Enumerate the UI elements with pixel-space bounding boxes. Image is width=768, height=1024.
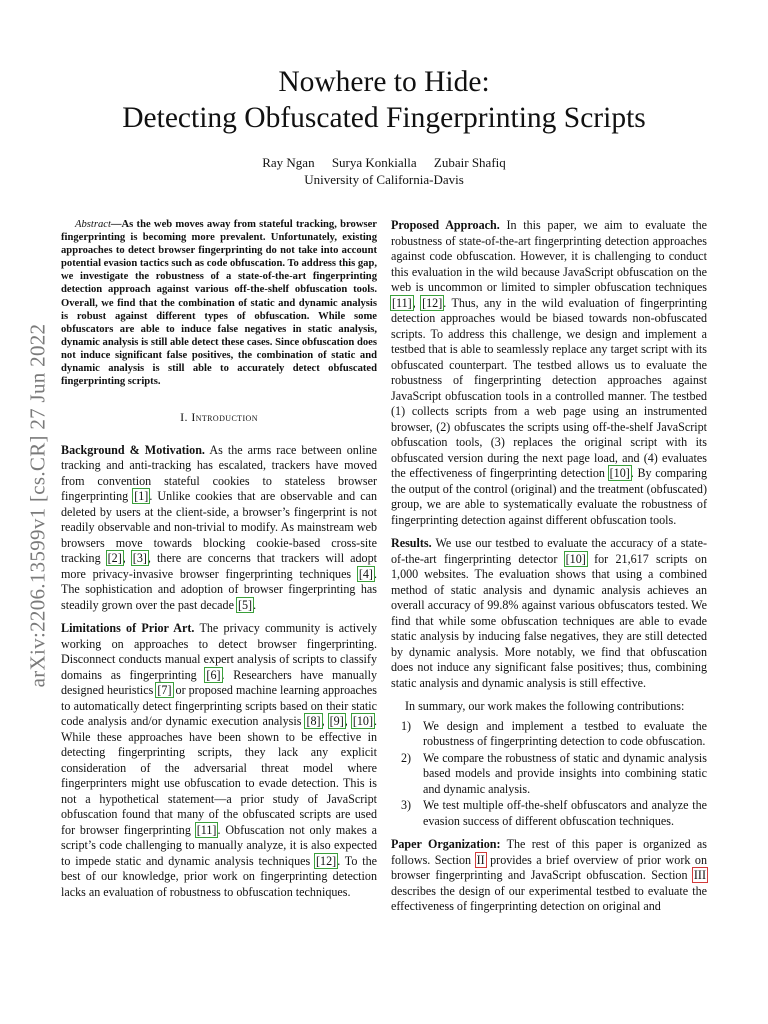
citation-link[interactable]: [10] (609, 466, 630, 480)
paragraph-limitations (61, 621, 377, 900)
paragraph-text: We use our testbed to evaluate the accuracy of a state-of-the-art fingerprinting detector (391, 536, 707, 566)
paragraph-text: The rest of this paper is organized as follows. Section (391, 837, 707, 867)
section-link[interactable]: II (476, 852, 485, 867)
list-item (391, 798, 707, 829)
left-column (61, 218, 377, 908)
list-item (391, 751, 707, 798)
paragraph-text: . Unlike cookies that are observable and can deleted by users at the client-side, a browser’s fingerprint is not readily observable and non-trivial to modify. As mainstream web browsers move towards blocking cookie-based cross-site tracking (61, 489, 377, 566)
paragraph-text: In this paper, we aim to evaluate the robustness of state-of-the-art fingerprinting detection approaches against code obfuscation. However, it is challenging to conduct this evaluation in the wild because JavaScript obfuscation on the web is uncommon or limited to simpler obfuscation techniques (391, 218, 708, 294)
list-item-text: We test multiple off-the-shelf obfuscators and analyze the evasion success of different obfuscation techniques. (423, 798, 707, 828)
paragraph-heading: Results. (391, 536, 432, 550)
list-item-number: 2) (401, 750, 412, 765)
paragraph-heading: Limitations of Prior Art. (61, 621, 195, 636)
list-item (391, 719, 707, 750)
paragraph-heading: Proposed Approach. (391, 218, 500, 232)
abstract-text: —As the web moves away from stateful tracking, browser fingerprinting is becoming more prevalent. Unfortunately, existing approaches to detect browser fingerprinting do not take into account potential evasion tactics such as code obfuscation. To address this gap, we investigate the robustness of a state-of-the-art fingerprinting detection approach against various off-the-shelf obfuscation tools. Overall, we find that the combination of static and dynamic analysis is robust against different types of obfuscation. While some obfuscators are able to induce false negatives in static analysis, dynamic analysis is still able detect these cases. Since obfuscation does not induce significant false positives, the combination of static and dynamic analysis is still able to accurately detect obfuscated fingerprinting scripts. (61, 219, 377, 388)
paragraph-text: , (122, 551, 132, 566)
author-names (0, 154, 768, 171)
abstract (61, 218, 377, 388)
paragraph-organization (391, 837, 707, 915)
section-title: Introduction (191, 410, 258, 425)
list-item-text: We compare the robustness of static and dynamic analysis based models and provide insights into combining static and dynamic analysis. (423, 750, 707, 796)
abstract-label: Abstract (75, 219, 111, 230)
list-item-number: 1) (401, 718, 412, 733)
paragraph-text: . While these approaches have been shown to be effective in detecting fingerprinting scripts, they lack any explicit consideration of the adversarial threat model where fingerprinters might use obfuscation to evade detection. This is not a hypothetical statement—a prior study of JavaScript obfuscation found that many of the obfuscated scripts are used for browser fingerprinting (61, 714, 378, 837)
summary-intro: In summary, our work makes the following contributions: (405, 699, 685, 713)
right-column (391, 218, 707, 923)
citation-link[interactable]: [12] (422, 295, 443, 310)
paper-title-line-2: Detecting Obfuscated Fingerprinting Scripts (122, 102, 646, 134)
paragraph-text: or proposed machine learning approaches to automatically detect fingerprinting scripts based on their static code analysis and/or dynamic execution analysis (61, 683, 378, 729)
paragraph-text: . To the best of our knowledge, prior work on fingerprinting detection lacks an evaluation of robustness to obfuscation techniques. (61, 853, 377, 899)
paragraph-text: provides a brief overview of prior work on browser fingerprinting and JavaScript obfuscation. Section (391, 852, 707, 882)
paragraph-text: describes the design of our experimental testbed to evaluate the effectiveness of fingerprinting detection on original and (391, 883, 707, 913)
citation-link[interactable]: [4] (358, 566, 373, 581)
author-name: Surya Konkialla (331, 155, 417, 170)
author-name: Zubair Shafiq (433, 155, 506, 170)
paragraph-text: . Thus, any in the wild evaluation of fingerprinting detection approaches would be biased towards non-obfuscated scripts. To address this challenge, we design and implement a testbed that is able to seamlessly replace any target script with its obfuscated counterpart. The testbed allows us to evaluate the robustness of fingerprinting detection approaches against JavaScript obfuscation tools in a controlled manner. The testbed (1) collects scripts from a web page using an instrumented browser, (2) obfuscates the scripts using off-the-shelf JavaScript obfuscation tools, (3) replaces the original script with its obfuscated version during the next page load, and (4) evaluates the effectiveness of fingerprinting detection (391, 295, 708, 480)
paragraph-background (61, 443, 377, 614)
citation-link[interactable]: [8] (306, 714, 321, 729)
author-affiliation: University of California-Davis (304, 172, 464, 187)
paragraph-results (391, 536, 707, 691)
citation-link[interactable]: [12] (316, 853, 337, 868)
paragraph-text: , (344, 714, 352, 729)
paragraph-text: . Obfuscation not only makes a script’s code challenging to manually analyze, it is also expected to impede static and dynamic analysis techniques (61, 822, 377, 868)
citation-link[interactable]: [10] (565, 551, 586, 566)
list-item-text: We design and implement a testbed to evaluate the robustness of fingerprinting detection to code obfuscation. (423, 718, 707, 748)
citation-link[interactable]: [7] (157, 683, 172, 698)
paragraph-text: . Researchers have manually designed heuristics (61, 667, 377, 698)
paragraph-heading: Paper Organization: (391, 837, 501, 851)
arxiv-stamp (22, 275, 54, 735)
paragraph-text: for 21,617 scripts on 1,000 websites. The evaluation shows that using a combined method of static analysis and dynamic analysis achieves an overall accuracy of 99.8% against various obfuscators tested. We find that while some obfuscation techniques are able to evade static analysis by inducing false negatives, they are still detected by dynamic analysis. More notably, we find that obfuscation does not induce any significant false positives; thus, combining static analysis and dynamic analysis is still effective. (391, 551, 707, 690)
citation-link[interactable]: [2] (107, 551, 122, 566)
citation-link[interactable]: [9] (329, 714, 344, 729)
paragraph-text: As the arms race between online tracking and anti-tracking has escalated, trackers have moved from convention stateful cookies to stateless browser fingerprinting (61, 442, 377, 504)
citation-link[interactable]: [11] (392, 295, 412, 310)
citation-link[interactable]: [3] (132, 551, 147, 566)
contributions-list (391, 719, 707, 830)
paragraph-text: . By comparing the output of the control (original) and the treatment (obfuscated) group, we are able to systematically evaluate the robustness of fingerprinting detection against different obfuscation tools. (391, 466, 708, 527)
paper-title-line-1: Nowhere to Hide: (278, 66, 490, 98)
paragraph-heading: Background & Motivation. (61, 442, 205, 457)
citation-link[interactable]: [5] (237, 597, 253, 612)
paragraph-text: . (253, 597, 257, 612)
paragraph-text: , (412, 295, 422, 310)
author-block (0, 154, 768, 188)
paragraph-text: . The sophistication and adoption of browser fingerprinting has steadily grown over the past decade (61, 566, 377, 612)
citation-link[interactable]: [1] (134, 489, 149, 504)
section-link[interactable]: III (693, 868, 706, 882)
author-name: Ray Ngan (262, 155, 315, 170)
section-heading-introduction (61, 410, 377, 426)
citation-link[interactable]: [10] (352, 714, 373, 729)
paragraph-text: , (321, 714, 329, 729)
arxiv-stamp-text: arXiv:2206.13599v1 [cs.CR] 27 Jun 2022 (25, 323, 50, 687)
paragraph-approach (391, 218, 707, 528)
paragraph-text: The privacy community is actively working on approaches to detect browser fingerprinting. Disconnect conducts manual expert analysis of scripts to classify domains as fingerprinting (61, 621, 377, 682)
section-number: I. (180, 410, 188, 425)
list-item-number: 3) (401, 798, 412, 812)
paragraph-text: , there are concerns that trackers will adopt more privacy-invasive browser fingerprinting techniques (61, 551, 378, 581)
citation-link[interactable]: [6] (206, 667, 221, 682)
paper-title (0, 64, 768, 136)
citation-link[interactable]: [11] (196, 822, 217, 837)
